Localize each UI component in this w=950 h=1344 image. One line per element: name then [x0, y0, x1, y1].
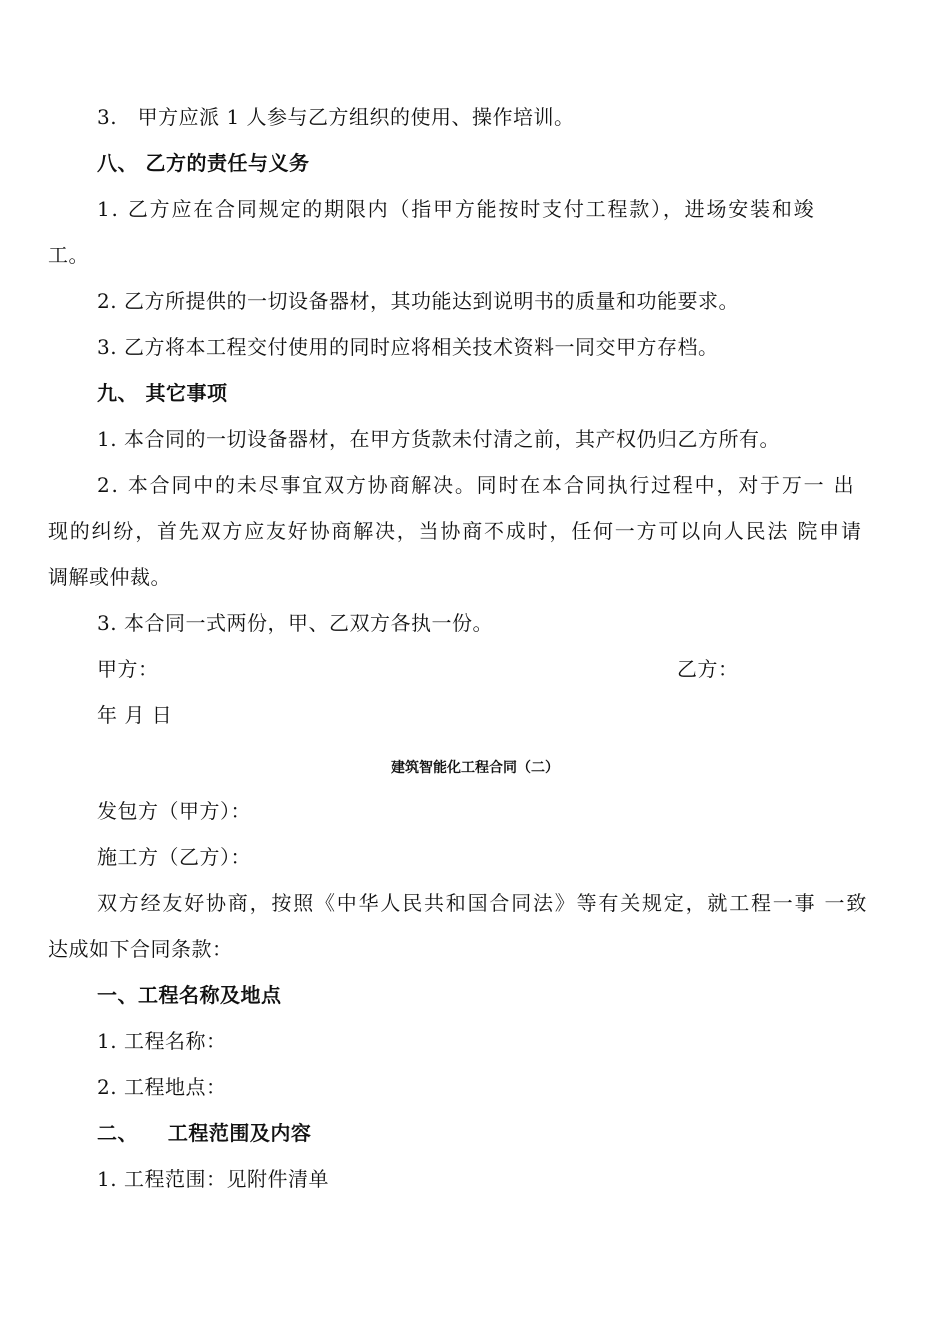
section7-item3: 3. 甲方应派 1 人参与乙方组织的使用、操作培训。: [97, 105, 575, 129]
contract2-intro-line2: 达成如下合同条款：: [48, 937, 233, 961]
contract2-intro-line1: 双方经友好协商，按照《中华人民共和国合同法》等有关规定，就工程一事 一致: [97, 891, 869, 915]
signature-party-b: 乙方：: [677, 657, 739, 681]
section8-item3: 3. 乙方将本工程交付使用的同时应将相关技术资料一同交甲方存档。: [97, 335, 719, 359]
section8-heading: 八、 乙方的责任与义务: [97, 151, 310, 175]
signature-date: 年 月 日: [97, 703, 173, 727]
signature-party-a: 甲方：: [97, 657, 159, 681]
section9-item2-line1: 2. 本合同中的未尽事宜双方协商解决。同时在本合同执行过程中，对于万一 出: [97, 473, 856, 497]
section8-item1-line1: 1. 乙方应在合同规定的期限内（指甲方能按时支付工程款），进场安装和竣: [97, 197, 816, 221]
contract2-section1-item1: 1. 工程名称：: [97, 1029, 227, 1053]
contract2-section1-item2: 2. 工程地点：: [97, 1075, 227, 1099]
section8-item1-line2: 工。: [48, 243, 89, 267]
contract2-section2-item1: 1. 工程范围：见附件清单: [97, 1167, 329, 1191]
section9-item2-line2: 现的纠纷，首先双方应友好协商解决，当协商不成时，任何一方可以向人民法 院申请: [48, 519, 863, 543]
contract2-section1-heading: 一、工程名称及地点: [97, 983, 282, 1007]
contract2-contractor: 发包方（甲方）：: [97, 799, 251, 823]
section9-item3: 3. 本合同一式两份，甲、乙双方各执一份。: [97, 611, 493, 635]
contract2-builder: 施工方（乙方）：: [97, 845, 251, 869]
contract2-section2-heading: 二、 工程范围及内容: [97, 1121, 312, 1145]
contract2-title: 建筑智能化工程合同（二）: [391, 760, 559, 776]
section9-heading: 九、 其它事项: [97, 381, 228, 405]
section8-item2: 2. 乙方所提供的一切设备器材，其功能达到说明书的质量和功能要求。: [97, 289, 739, 313]
section9-item2-line3: 调解或仲裁。: [48, 565, 171, 589]
section9-item1: 1. 本合同的一切设备器材，在甲方货款未付清之前，其产权仍归乙方所有。: [97, 427, 780, 451]
